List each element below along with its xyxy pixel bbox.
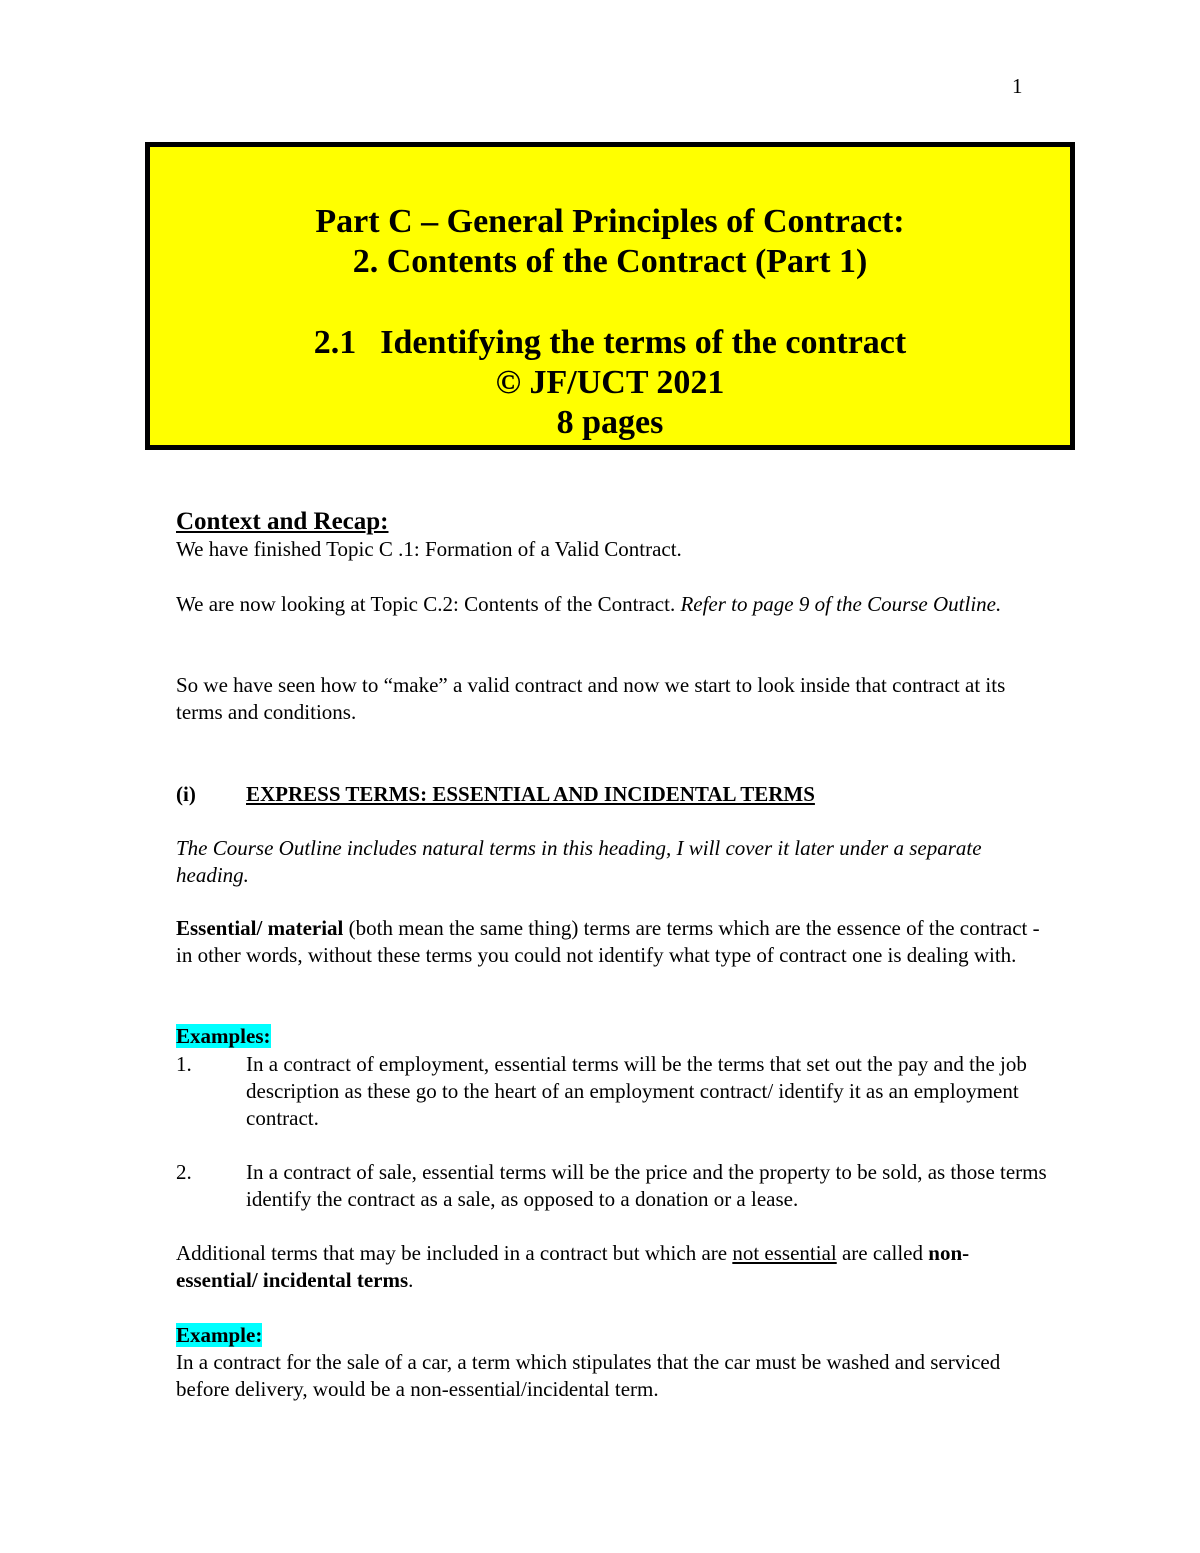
- title-box: [145, 142, 1075, 450]
- context-heading: Context and Recap:: [176, 508, 389, 535]
- essential-rest: (both mean the same thing) terms are terms which are the essence of the contract - in other words, without these terms you could not identify what type of contract one is dealing with.: [176, 916, 1040, 967]
- example-label-row: [176, 1322, 1046, 1349]
- context-p3-text: So we have seen how to “make” a valid contract and now we start to look inside that contract at its terms and conditions.: [176, 673, 1006, 724]
- additional-paragraph: [176, 1240, 1046, 1294]
- title-line-1: Part C – General Principles of Contract:: [315, 203, 905, 240]
- title-line-3: [150, 323, 1070, 363]
- section-note-text: The Course Outline includes natural terms in this heading, I will cover it later under a separate heading.: [176, 836, 982, 887]
- additional-pre: Additional terms that may be included in a contract but which are: [176, 1241, 728, 1265]
- context-p1-text: We have finished Topic C .1: Formation of a Valid Contract.: [176, 537, 682, 561]
- additional-bold: non-essential/ incidental terms: [176, 1241, 970, 1292]
- example-text: In a contract for the sale of a car, a term which stipulates that the car must be washed and serviced before delivery, would be a non-essential/incidental term.: [176, 1350, 1001, 1401]
- page-number: 1: [1012, 74, 1023, 98]
- context-paragraph-3: [176, 672, 1046, 726]
- essential-paragraph: [176, 915, 1046, 969]
- list-item: [176, 1159, 1056, 1213]
- list-item-text: In a contract of sale, essential terms will be the price and the property to be sold, as those terms identify the contract as a sale, as opposed to a donation or a lease.: [246, 1160, 1047, 1211]
- list-item-text: In a contract of employment, essential terms will be the terms that set out the pay and the job description as these go to the heart of an employment contract/ identify it as an employment contract.: [246, 1052, 1027, 1130]
- list-item-number: 2.: [176, 1160, 192, 1184]
- list-item: [176, 1051, 1056, 1132]
- title-line-2: 2. Contents of the Contract (Part 1): [352, 243, 868, 280]
- title-section-text: Identifying the terms of the contract: [380, 324, 907, 361]
- essential-bold: Essential/ material: [176, 916, 344, 940]
- additional-underline: not essential: [732, 1241, 837, 1265]
- examples-label: Examples:: [176, 1024, 271, 1048]
- context-p2-text: We are now looking at Topic C.2: Contents of the Contract.: [176, 592, 676, 616]
- section-title: EXPRESS TERMS: ESSENTIAL AND INCIDENTAL TERMS: [246, 782, 815, 806]
- context-paragraph-1: [176, 536, 1046, 563]
- title-page-count: 8 pages: [556, 404, 664, 441]
- examples-label-row: [176, 1023, 1046, 1050]
- example-paragraph: [176, 1349, 1046, 1403]
- example-label: Example:: [176, 1323, 263, 1347]
- additional-end: .: [408, 1268, 414, 1292]
- additional-post: are called: [841, 1241, 924, 1265]
- list-item-number: 1.: [176, 1052, 192, 1076]
- context-p2-italic: Refer to page 9 of the Course Outline.: [680, 592, 1002, 616]
- section-number: (i): [176, 782, 196, 806]
- title-copyright: © JF/UCT 2021: [495, 364, 725, 401]
- title-section-number: 2.1: [313, 324, 357, 361]
- section-note: [176, 835, 1046, 889]
- context-paragraph-2: [176, 591, 1046, 618]
